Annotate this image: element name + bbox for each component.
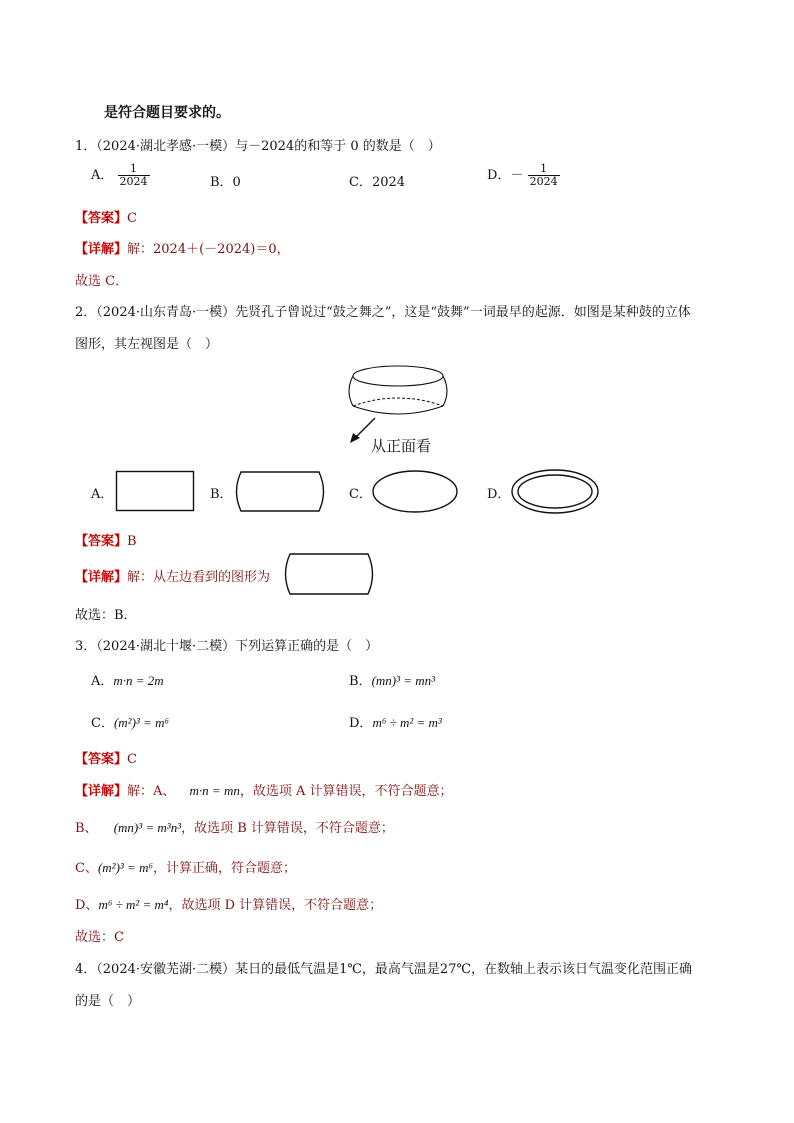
- q3-detail-b-expression: (mn)³ = m³n³: [113, 820, 182, 835]
- q3-answer: [75, 748, 137, 767]
- q2-stem-line2: 图形，其左视图是（ ）: [75, 337, 219, 352]
- option-a-rectangle: [116, 471, 196, 513]
- q3-option-a-expression: m·n = 2m: [113, 673, 164, 688]
- q1-option-d-fraction: [528, 163, 560, 188]
- q2-detail-text: 解：从左边看到的图形为: [127, 570, 271, 585]
- q3-stem: 3．（2024·湖北十堰·二模）下列运算正确的是（ ）: [75, 639, 379, 654]
- option-d-double-ellipse: [511, 469, 601, 515]
- q1-detail-text: 解：2024＋(－2024)＝0，: [127, 242, 290, 257]
- q1-option-d-numerator: 1: [540, 162, 548, 175]
- q3-detail-d-expression: m⁶ ÷ m² = m⁴: [98, 897, 169, 912]
- q1-option-a-denominator: 2024: [119, 175, 148, 189]
- q3-option-b-label: B．: [349, 674, 372, 689]
- q2-stem-line1: 2．（2024·山东青岛·一模）先贤孔子曾说过“鼓之舞之”，这是“鼓舞”一词最早的起源．如图是某种鼓的立体: [75, 305, 691, 320]
- q1-answer: [75, 207, 137, 226]
- q2-conclusion: 故选：B．: [75, 608, 137, 623]
- q1-detail-tag: 【详解】: [75, 242, 128, 257]
- q1-stem: 1．（2024·湖北孝感·一模）与－2024的和等于 0 的数是（ ）: [75, 139, 441, 154]
- q3-detail-c-expression: (m²)³ = m⁶: [97, 860, 153, 875]
- q3-option-c-label: C．: [91, 716, 114, 731]
- q3-option-b: [349, 670, 435, 689]
- q2-option-c-label: C．: [349, 487, 372, 502]
- q3-detail-line-b: [75, 817, 394, 836]
- section-intro: 是符合题目要求的。: [104, 105, 230, 121]
- q1-option-d-denominator: 2024: [529, 175, 558, 189]
- q3-detail-tag: 【详解】: [75, 784, 128, 799]
- option-b-barrel-shape: [233, 471, 329, 513]
- option-c-ellipse: [372, 470, 460, 514]
- q3-option-d-label: D．: [349, 716, 373, 731]
- q4-stem-line1: 4．（2024·安徽芜湖·二模）某日的最低气温是1℃，最高气温是27℃，在数轴上表示该日气温变化范围正确: [75, 962, 693, 977]
- q3-detail-a-expression: m·n = mn: [189, 783, 240, 798]
- q1-answer-value: C: [127, 211, 137, 226]
- q3-option-b-expression: (mn)³ = mn³: [371, 673, 436, 688]
- q3-option-a: [91, 670, 164, 689]
- q1-option-c: C．2024: [349, 175, 406, 190]
- q1-detail: [75, 238, 290, 257]
- q3-option-c: [91, 712, 169, 731]
- q1-option-a: [91, 163, 150, 188]
- q4-stem-line2: 的是（ ）: [75, 994, 141, 1009]
- q3-detail-line-d: [75, 894, 382, 913]
- q3-detail-b-text: ，故选项 B 计算错误，不符合题意；: [181, 821, 394, 836]
- q1-option-b: B．0: [210, 175, 241, 190]
- q3-option-c-expression: (m²)³ = m⁶: [113, 715, 169, 730]
- q3-conclusion: 故选：C: [75, 930, 124, 945]
- q3-detail-a-text: ，故选项 A 计算错误，不符合题意；: [239, 784, 453, 799]
- q1-option-a-numerator: 1: [130, 162, 138, 175]
- q3-detail-line-a: [75, 780, 453, 799]
- q3-answer-value: C: [127, 752, 137, 767]
- q1-option-a-fraction: [118, 163, 150, 188]
- q3-option-d-expression: m⁶ ÷ m² = m³: [372, 715, 442, 730]
- q2-answer-tag: 【答案】: [75, 534, 128, 549]
- q2-option-d-label: D．: [487, 487, 511, 502]
- q2-answer: [75, 530, 137, 549]
- q3-option-a-label: A．: [91, 674, 114, 689]
- q2-option-a-label: A．: [91, 487, 114, 502]
- q2-figure-caption: 从正面看: [371, 437, 432, 455]
- q2-detail: [75, 566, 270, 585]
- q1-option-a-label: A．: [91, 168, 114, 184]
- q1-conclusion: 故选 C．: [75, 274, 129, 289]
- q3-detail-c-text: ，计算正确，符合题意；: [152, 861, 296, 876]
- q3-detail-d-text: ，故选项 D 计算错误，不符合题意；: [168, 898, 383, 913]
- q1-option-d-label: D．－: [487, 168, 524, 184]
- q3-detail-a-prefix: 解：A、: [127, 784, 176, 799]
- q3-answer-tag: 【答案】: [75, 752, 128, 767]
- q3-detail-b-prefix: B、: [75, 821, 98, 836]
- q3-detail-c-prefix: C、: [75, 861, 98, 876]
- q3-option-d: [349, 712, 442, 731]
- q2-option-b-label: B．: [210, 487, 233, 502]
- q1-answer-tag: 【答案】: [75, 211, 128, 226]
- q2-detail-barrel-shape: [282, 553, 378, 597]
- q3-detail-line-c: [75, 857, 296, 876]
- q2-detail-tag: 【详解】: [75, 570, 128, 585]
- q2-answer-value: B: [127, 534, 137, 549]
- q3-detail-d-prefix: D、: [75, 898, 99, 913]
- q1-option-d: [487, 163, 560, 188]
